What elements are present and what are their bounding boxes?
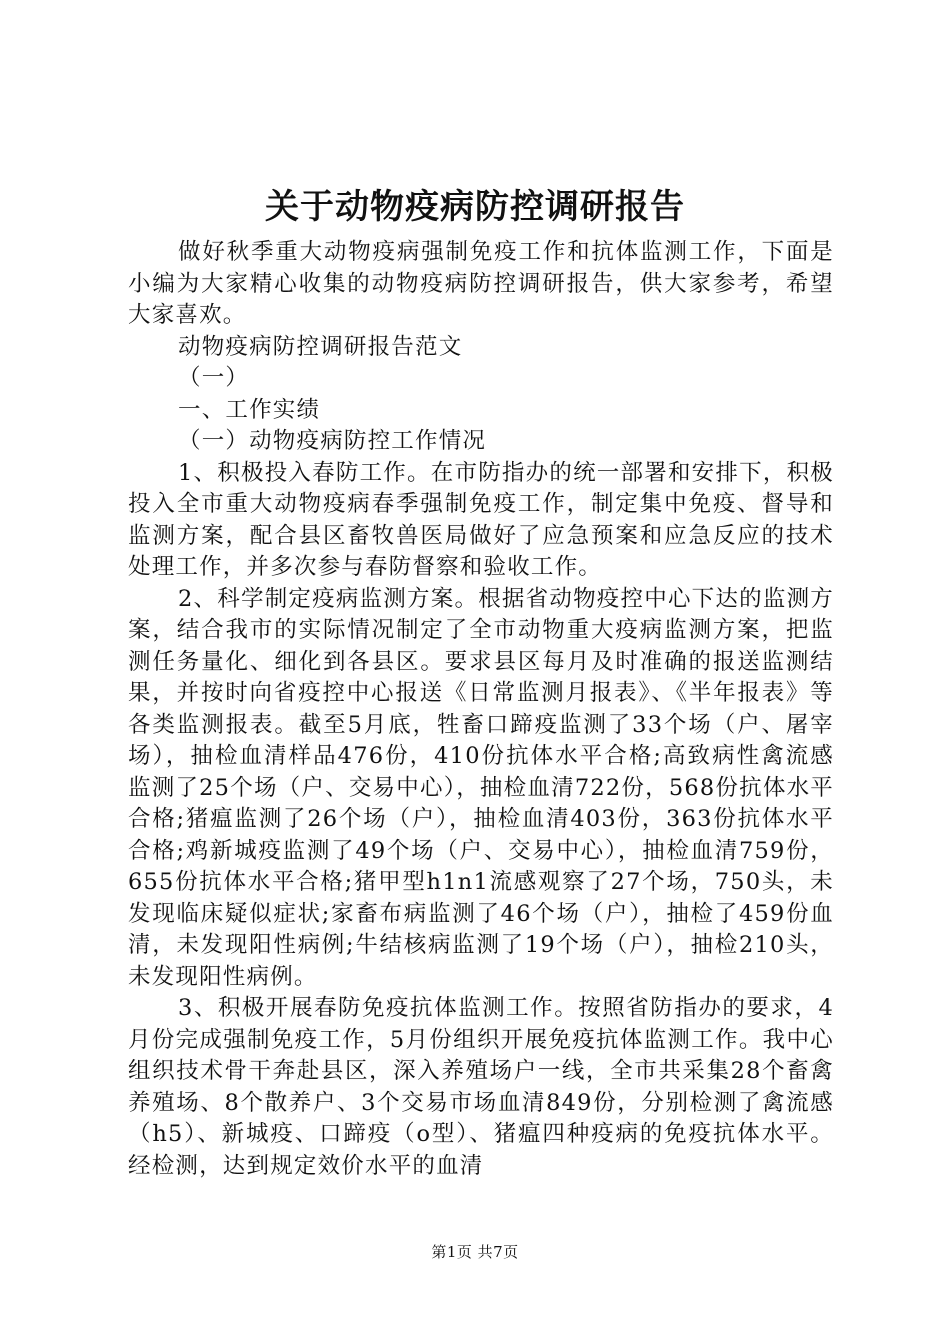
chapter-heading: 一、工作实绩: [178, 396, 321, 423]
body-paragraph: 2、科学制定疫病监测方案。根据省动物疫控中心下达的监测方案，结合我市的实际情况制定了全市动物重大疫病监测方案，把监测任务量化、细化到各县区。要求县区每月及时准确的报送监测结果，并按时向省疫控中心报送《日常监测月报表》、《半年报表》等各类监测报表。截至5月底，牲畜口蹄疫监测了33个场（户、屠宰场），抽检血清样品476份，410份抗体水平合格;高致病性禽流感监测了25个场（户、交易中心），抽检血清722份，568份抗体水平合格;猪瘟监测了26个场（户），抽检血清403份，363份抗体水平合格;鸡新城疫监测了49个场（户、交易中心），抽检血清759份，655份抗体水平合格;猪甲型h1n1流感观察了27个场，750头，未发现临床疑似症状;家畜布病监测了46个场（户），抽检了459份血清，未发现阳性病例;牛结核病监测了19个场（户），抽检210头，未发现阳性病例。: [128, 585, 834, 990]
document-title: 关于动物疫病防控调研报告: [265, 187, 685, 227]
document-body: [128, 237, 834, 1182]
page-footer: 第1页 共7页: [431, 1243, 519, 1261]
section-heading: 动物疫病防控调研报告范文: [178, 333, 463, 360]
subsection-heading: （一）动物疫病防控工作情况: [178, 428, 487, 454]
body-paragraph: 3、积极开展春防免疫抗体监测工作。按照省防指办的要求，4月份完成强制免疫工作，5月份组织开展免疫抗体监测工作。我中心组织技术骨干奔赴县区，深入养殖场户一线，全市共采集28个畜禽养殖场、8个散养户、3个交易市场血清849份，分别检测了禽流感（h5）、新城疫、口蹄疫（o型）、猪瘟四种疫病的免疫抗体水平。经检测，达到规定效价水平的血清: [128, 995, 834, 1179]
section-number: （一）: [178, 365, 250, 391]
intro-paragraph: 做好秋季重大动物疫病强制免疫工作和抗体监测工作，下面是小编为大家精心收集的动物疫病防控调研报告，供大家参考，希望大家喜欢。: [128, 239, 834, 328]
body-paragraph: 1、积极投入春防工作。在市防指办的统一部署和安排下，积极投入全市重大动物疫病春季强制免疫工作，制定集中免疫、督导和监测方案，配合县区畜牧兽医局做好了应急预案和应急反应的技术处理工作，并多次参与春防督察和验收工作。: [128, 459, 834, 580]
